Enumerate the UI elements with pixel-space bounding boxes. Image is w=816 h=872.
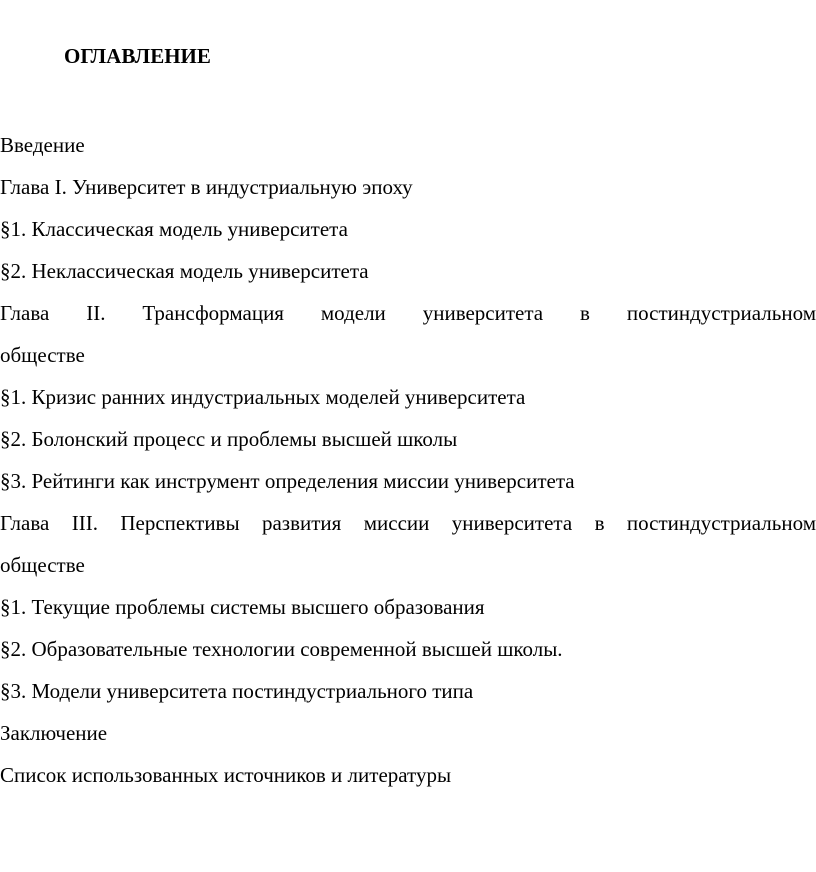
toc-item-chapter-3-line-1: Глава III. Перспективы развития миссии университета в постиндустриальном [0,511,816,535]
toc-item-references: Список использованных источников и литературы [0,763,452,787]
toc-item-chapter-2-line-2: обществе [0,343,85,367]
toc-item-introduction: Введение [0,133,85,157]
toc-item-ch3-section-2: §2. Образовательные технологии современной высшей школы. [0,637,563,661]
toc-item-chapter-3 [0,502,816,586]
toc-item-conclusion: Заключение [0,721,108,745]
toc-item-chapter-2-line-1: Глава II. Трансформация модели университета в постиндустриальном [0,301,816,325]
toc-item-ch2-section-1: §1. Кризис ранних индустриальных моделей университета [0,385,526,409]
toc-item-ch2-section-3: §3. Рейтинги как инструмент определения миссии университета [0,469,575,493]
toc-list [0,124,816,796]
toc-title: ОГЛАВЛЕНИЕ [64,44,211,68]
toc-item-ch1-section-1: §1. Классическая модель университета [0,217,348,241]
toc-item-chapter-1: Глава I. Университет в индустриальную эпоху [0,175,413,199]
toc-item-ch1-section-2: §2. Неклассическая модель университета [0,259,369,283]
toc-item-chapter-2 [0,292,816,376]
toc-item-chapter-3-line-2: обществе [0,553,85,577]
toc-item-ch3-section-1: §1. Текущие проблемы системы высшего образования [0,595,485,619]
toc-item-ch3-section-3: §3. Модели университета постиндустриального типа [0,679,474,703]
toc-item-ch2-section-2: §2. Болонский процесс и проблемы высшей школы [0,427,458,451]
